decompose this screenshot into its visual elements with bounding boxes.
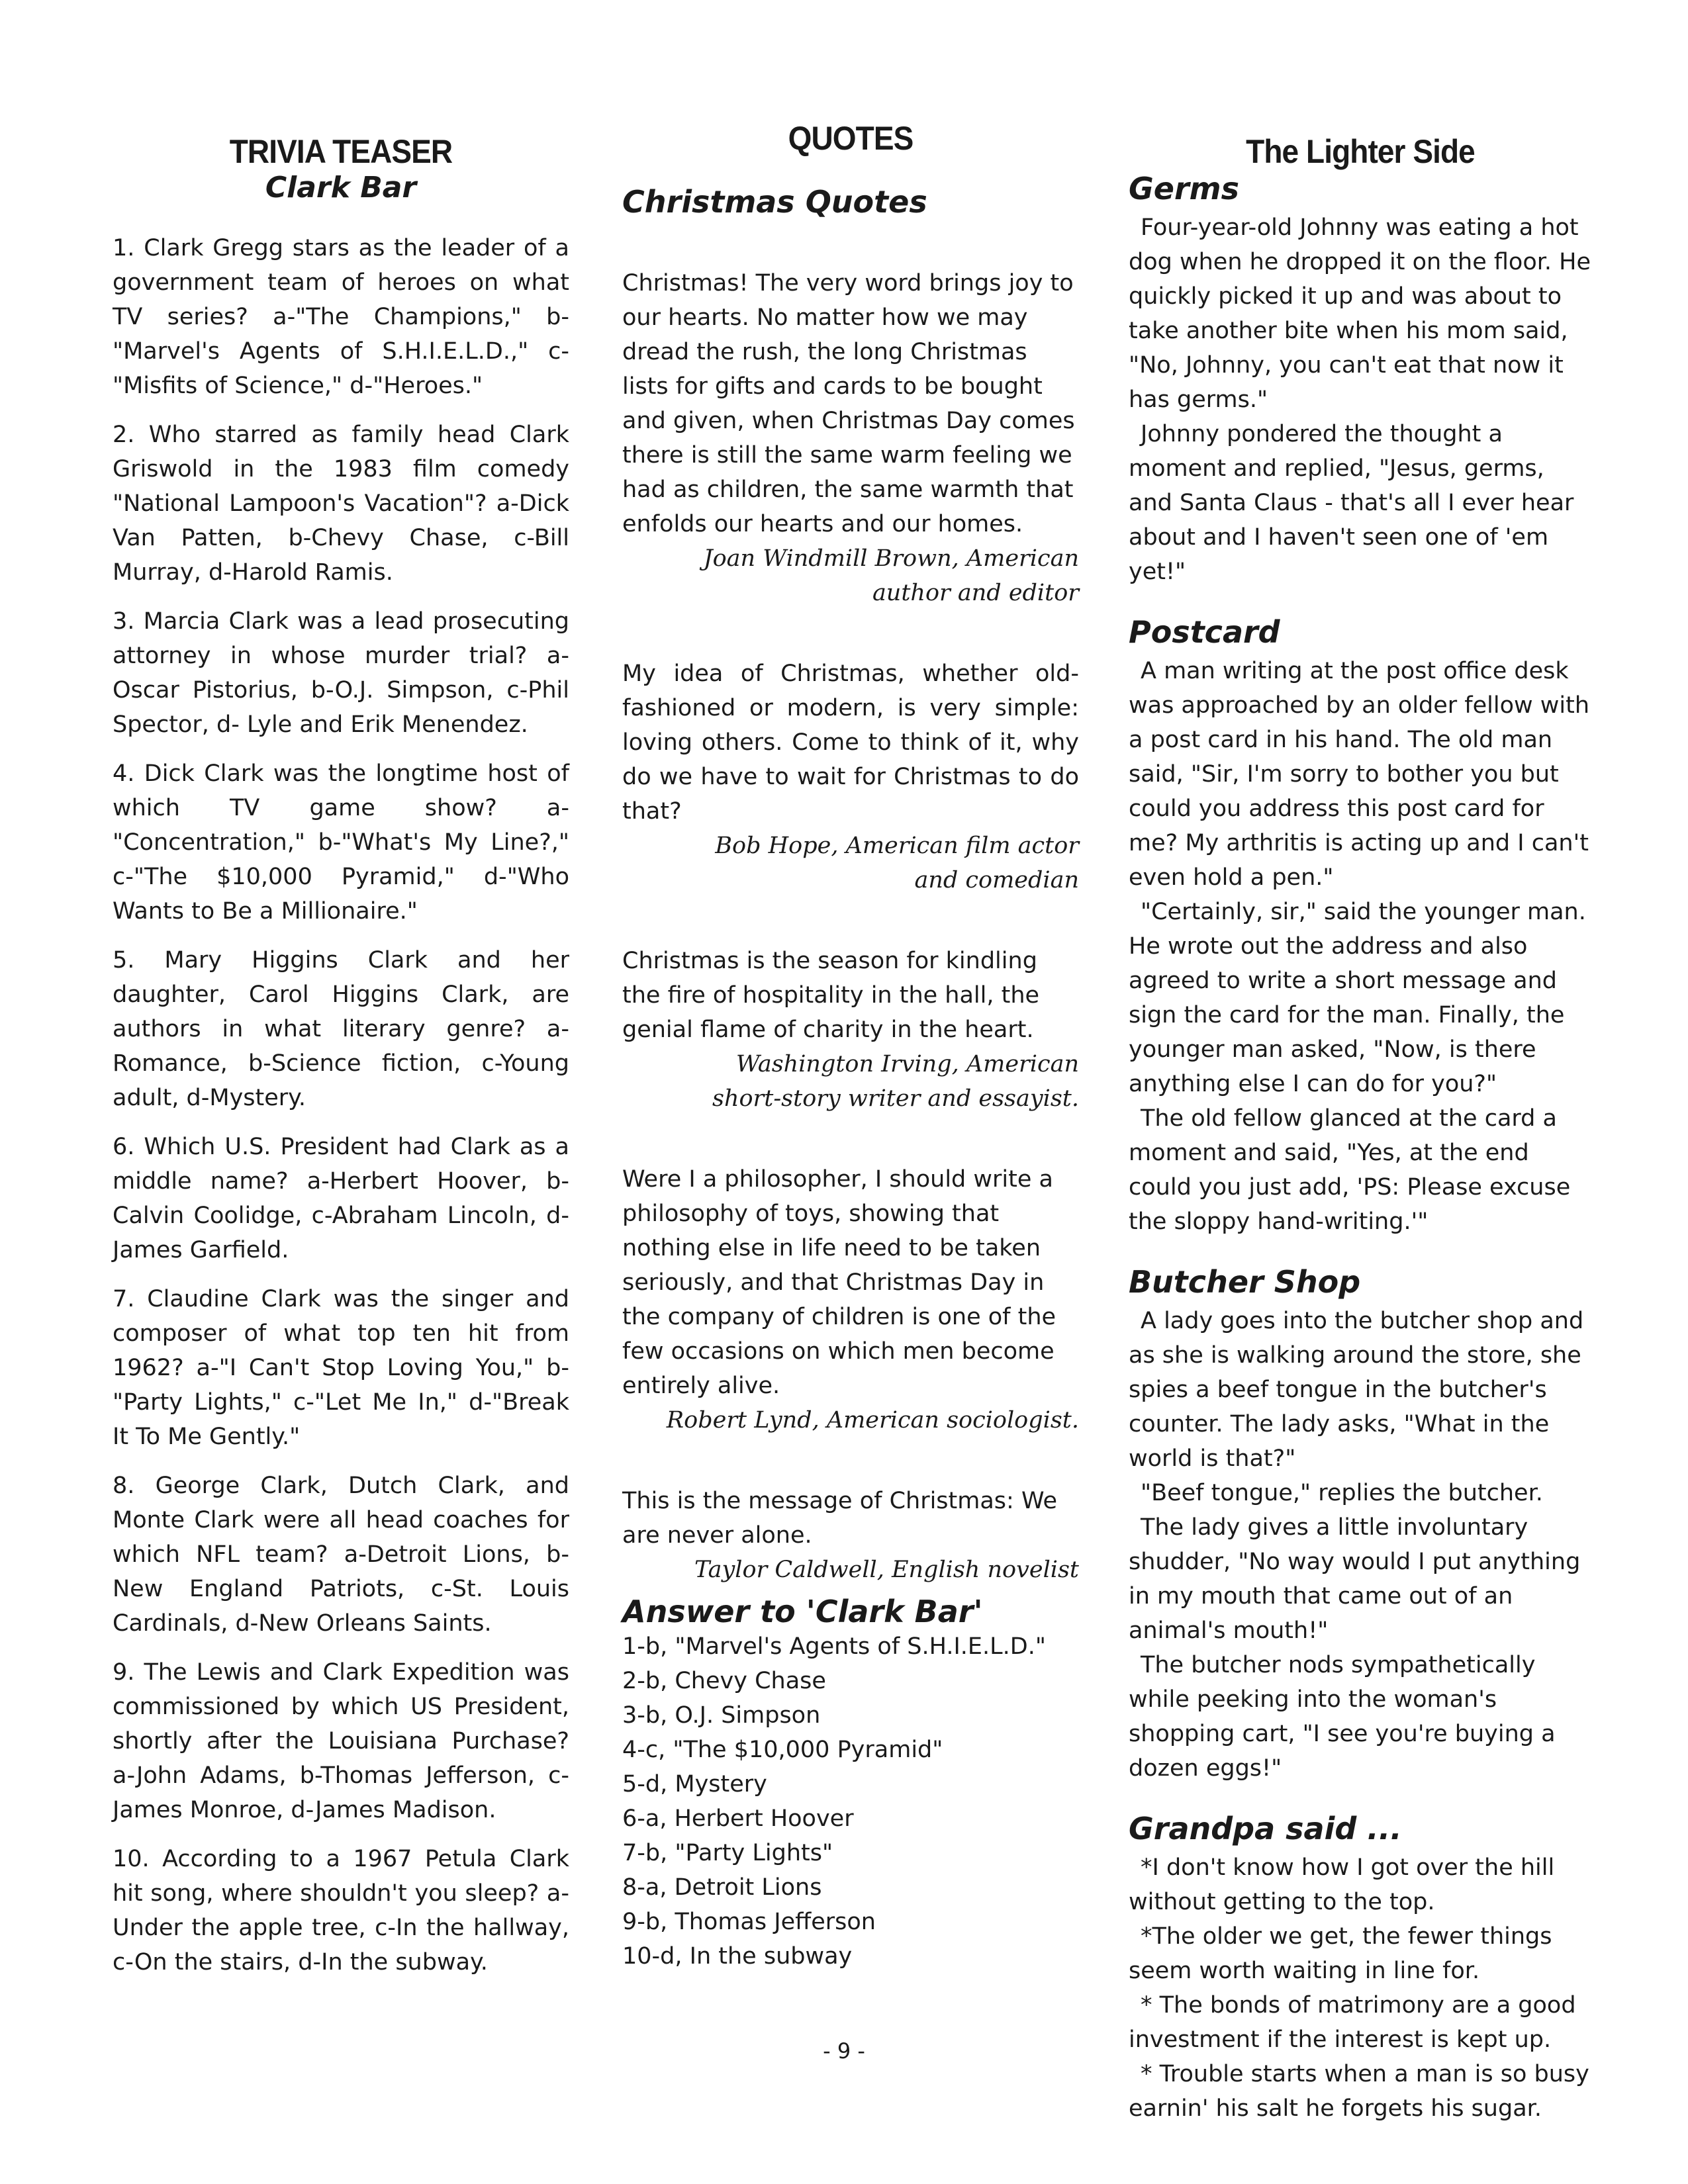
story-paragraph: * The bonds of matrimony are a good investment if the interest is kept up. bbox=[1129, 1992, 1576, 2053]
lighter-side-title: The Lighter Side bbox=[1246, 133, 1475, 170]
page-number: - 9 - bbox=[823, 2038, 865, 2064]
quote-item bbox=[622, 1162, 1079, 1437]
answer-item: 5-d, Mystery bbox=[622, 1771, 767, 1797]
story-paragraph: Johnny pondered the thought a moment and replied, "Jesus, germs, and Santa Claus - that's all I ever hear about and I haven't seen one of 'em yet!" bbox=[1129, 421, 1574, 585]
quote-text: This is the message of Christmas: We are never alone. bbox=[622, 1488, 1058, 1549]
trivia-question: 9. The Lewis and Clark Expedition was commissioned by which US President, shortly after the Louisiana Purchase? a-John Adams, b-Thomas Jefferson, c-James Monroe, d-James Madison. bbox=[113, 1659, 569, 1823]
story-paragraph: The lady gives a little involuntary shudder, "No way would I put anything in my mouth that came out of an animal's mouth!" bbox=[1129, 1514, 1581, 1644]
quote-item bbox=[622, 657, 1079, 897]
quote-attribution: author and editor bbox=[872, 580, 1079, 606]
story-paragraph: "Beef tongue," replies the butcher. bbox=[1141, 1480, 1543, 1506]
story-paragraph: The butcher nods sympathetically while peeking into the woman's shopping cart, "I see you're buying a dozen eggs!" bbox=[1129, 1652, 1556, 1782]
answer-item: 2-b, Chevy Chase bbox=[622, 1668, 826, 1694]
answer-item: 4-c, "The $10,000 Pyramid" bbox=[622, 1737, 943, 1763]
quotes-column bbox=[622, 119, 1079, 1974]
story-paragraph: *I don't know how I got over the hill without getting to the top. bbox=[1129, 1854, 1555, 1915]
trivia-title: TRIVIA TEASER bbox=[229, 133, 453, 170]
story-paragraph: * Trouble starts when a man is so busy earnin' his salt he forgets his sugar. bbox=[1129, 2061, 1589, 2122]
trivia-question: 3. Marcia Clark was a lead prosecuting attorney in whose murder trial? a-Oscar Pistorius, b-O.J. Simpson, c-Phil Spector, d- Lyle and Erik Menendez. bbox=[113, 608, 569, 738]
trivia-question: 8. George Clark, Dutch Clark, and Monte Clark were all head coaches for which NFL team? a-Detroit Lions, b-New England Patriots, c-St. Louis Cardinals, d-New Orleans Saints. bbox=[113, 1473, 569, 1637]
trivia-subtitle: Clark Bar bbox=[265, 171, 417, 205]
story-paragraph: *The older we get, the fewer things seem worth waiting in line for. bbox=[1129, 1923, 1552, 1984]
story-paragraph: A man writing at the post office desk was approached by an older fellow with a post card in his hand. The old man said, "Sir, I'm sorry to bother you but could you address this post card for me? My arthritis is acting up and I can't even hold a pen." bbox=[1129, 658, 1590, 891]
trivia-column bbox=[113, 132, 569, 1994]
story-heading: Postcard bbox=[1129, 614, 1280, 650]
story-heading: Grandpa said ... bbox=[1129, 1811, 1402, 1846]
answer-item: 8-a, Detroit Lions bbox=[622, 1874, 822, 1901]
trivia-question: 7. Claudine Clark was the singer and composer of what top ten hit from 1962? a-"I Can't Stop Loving You," b-"Party Lights," c-"Let Me In," d-"Break It To Me Gently." bbox=[113, 1286, 569, 1450]
story-grandpa-said bbox=[1129, 1811, 1592, 2126]
answer-item: 6-a, Herbert Hoover bbox=[622, 1805, 854, 1832]
story-paragraph: Four-year-old Johnny was eating a hot dog when he dropped it on the floor. He quickly picked it up and was about to take another bite when his mom said, "No, Johnny, you can't eat that now it has germs." bbox=[1129, 214, 1591, 413]
quote-attribution: Joan Windmill Brown, American bbox=[703, 545, 1079, 572]
quote-text: Christmas is the season for kindling the fire of hospitality in the hall, the genial flame of charity in the heart. bbox=[622, 948, 1040, 1043]
trivia-question: 2. Who starred as family head Clark Griswold in the 1983 film comedy "National Lampoon's Vacation"? a-Dick Van Patten, b-Chevy Chase, c-Bill Murray, d-Harold Ramis. bbox=[113, 422, 569, 586]
story-germs bbox=[1129, 171, 1592, 589]
quotes-title: QUOTES bbox=[788, 120, 914, 157]
story-paragraph: A lady goes into the butcher shop and as she is walking around the store, she spies a beef tongue in the butcher's counter. The lady asks, "What in the world is that?" bbox=[1129, 1308, 1584, 1472]
quote-attribution: Bob Hope, American film actor bbox=[715, 833, 1079, 859]
answer-item: 7-b, "Party Lights" bbox=[622, 1840, 833, 1866]
trivia-question: 10. According to a 1967 Petula Clark hit song, where shouldn't you sleep? a-Under the apple tree, c-In the hallway, c-On the stairs, d-In the subway. bbox=[113, 1846, 569, 1976]
trivia-question: 4. Dick Clark was the longtime host of which TV game show? a-"Concentration," b-"What's My Line?," c-"The $10,000 Pyramid," d-"Who Wants to Be a Millionaire." bbox=[113, 760, 569, 925]
quote-text: My idea of Christmas, whether old-fashioned or modern, is very simple: loving others. Come to think of it, why do we have to wait for Christmas to do that? bbox=[622, 660, 1079, 825]
quote-attribution: Taylor Caldwell, English novelist bbox=[694, 1557, 1079, 1583]
story-heading: Germs bbox=[1129, 171, 1239, 206]
quote-attribution: short-story writer and essayist. bbox=[712, 1085, 1079, 1112]
answer-item: 1-b, "Marvel's Agents of S.H.I.E.L.D." bbox=[622, 1633, 1046, 1660]
answers-list bbox=[622, 1629, 1079, 1974]
quote-text: Christmas! The very word brings joy to our hearts. No matter how we may dread the rush, the long Christmas lists for gifts and cards to be bought and given, when Christmas Day comes there is still the same warm feeling we had as children, the same warmth that enfolds our hearts and our homes. bbox=[622, 270, 1075, 537]
lighter-side-column bbox=[1129, 132, 1592, 2151]
story-heading: Butcher Shop bbox=[1129, 1264, 1361, 1300]
answer-item: 9-b, Thomas Jefferson bbox=[622, 1909, 876, 1935]
story-paragraph: The old fellow glanced at the card a moment and said, "Yes, at the end could you just add, 'PS: Please excuse the sloppy hand-writing.'" bbox=[1129, 1105, 1571, 1235]
quote-item bbox=[622, 266, 1079, 610]
story-paragraph: "Certainly, sir," said the younger man. He wrote out the address and also agreed to write a short message and sign the card for the man. Finally, the younger man asked, "Now, is there anything else I can do for you?" bbox=[1129, 899, 1586, 1097]
quote-attribution: and comedian bbox=[914, 867, 1079, 893]
quotes-section-heading: Christmas Quotes bbox=[622, 184, 927, 220]
story-butcher-shop bbox=[1129, 1264, 1592, 1786]
answers-heading: Answer to 'Clark Bar' bbox=[622, 1594, 983, 1629]
trivia-question: 1. Clark Gregg stars as the leader of a government team of heroes on what TV series? a-"The Champions," b-"Marvel's Agents of S.H.I.E.L.D.," c-"Misfits of Science," d-"Heroes." bbox=[113, 235, 569, 399]
quote-text: Were I a philosopher, I should write a philosophy of toys, showing that nothing else in life need to be taken seriously, and that Christmas Day in the company of children is one of the few occasions on which men become entirely alive. bbox=[622, 1166, 1056, 1399]
quote-item bbox=[622, 1484, 1079, 1587]
answer-item: 3-b, O.J. Simpson bbox=[622, 1702, 821, 1729]
trivia-question: 6. Which U.S. President had Clark as a middle name? a-Herbert Hoover, b-Calvin Coolidge, c-Abraham Lincoln, d-James Garfield. bbox=[113, 1134, 569, 1263]
quote-attribution: Washington Irving, American bbox=[735, 1051, 1079, 1077]
answer-item: 10-d, In the subway bbox=[622, 1943, 853, 1970]
trivia-question: 5. Mary Higgins Clark and her daughter, Carol Higgins Clark, are authors in what literary genre? a-Romance, b-Science fiction, c-Young adult, d-Mystery. bbox=[113, 947, 569, 1111]
story-postcard bbox=[1129, 614, 1592, 1239]
quote-attribution: Robert Lynd, American sociologist. bbox=[666, 1407, 1079, 1433]
quote-item bbox=[622, 944, 1079, 1116]
